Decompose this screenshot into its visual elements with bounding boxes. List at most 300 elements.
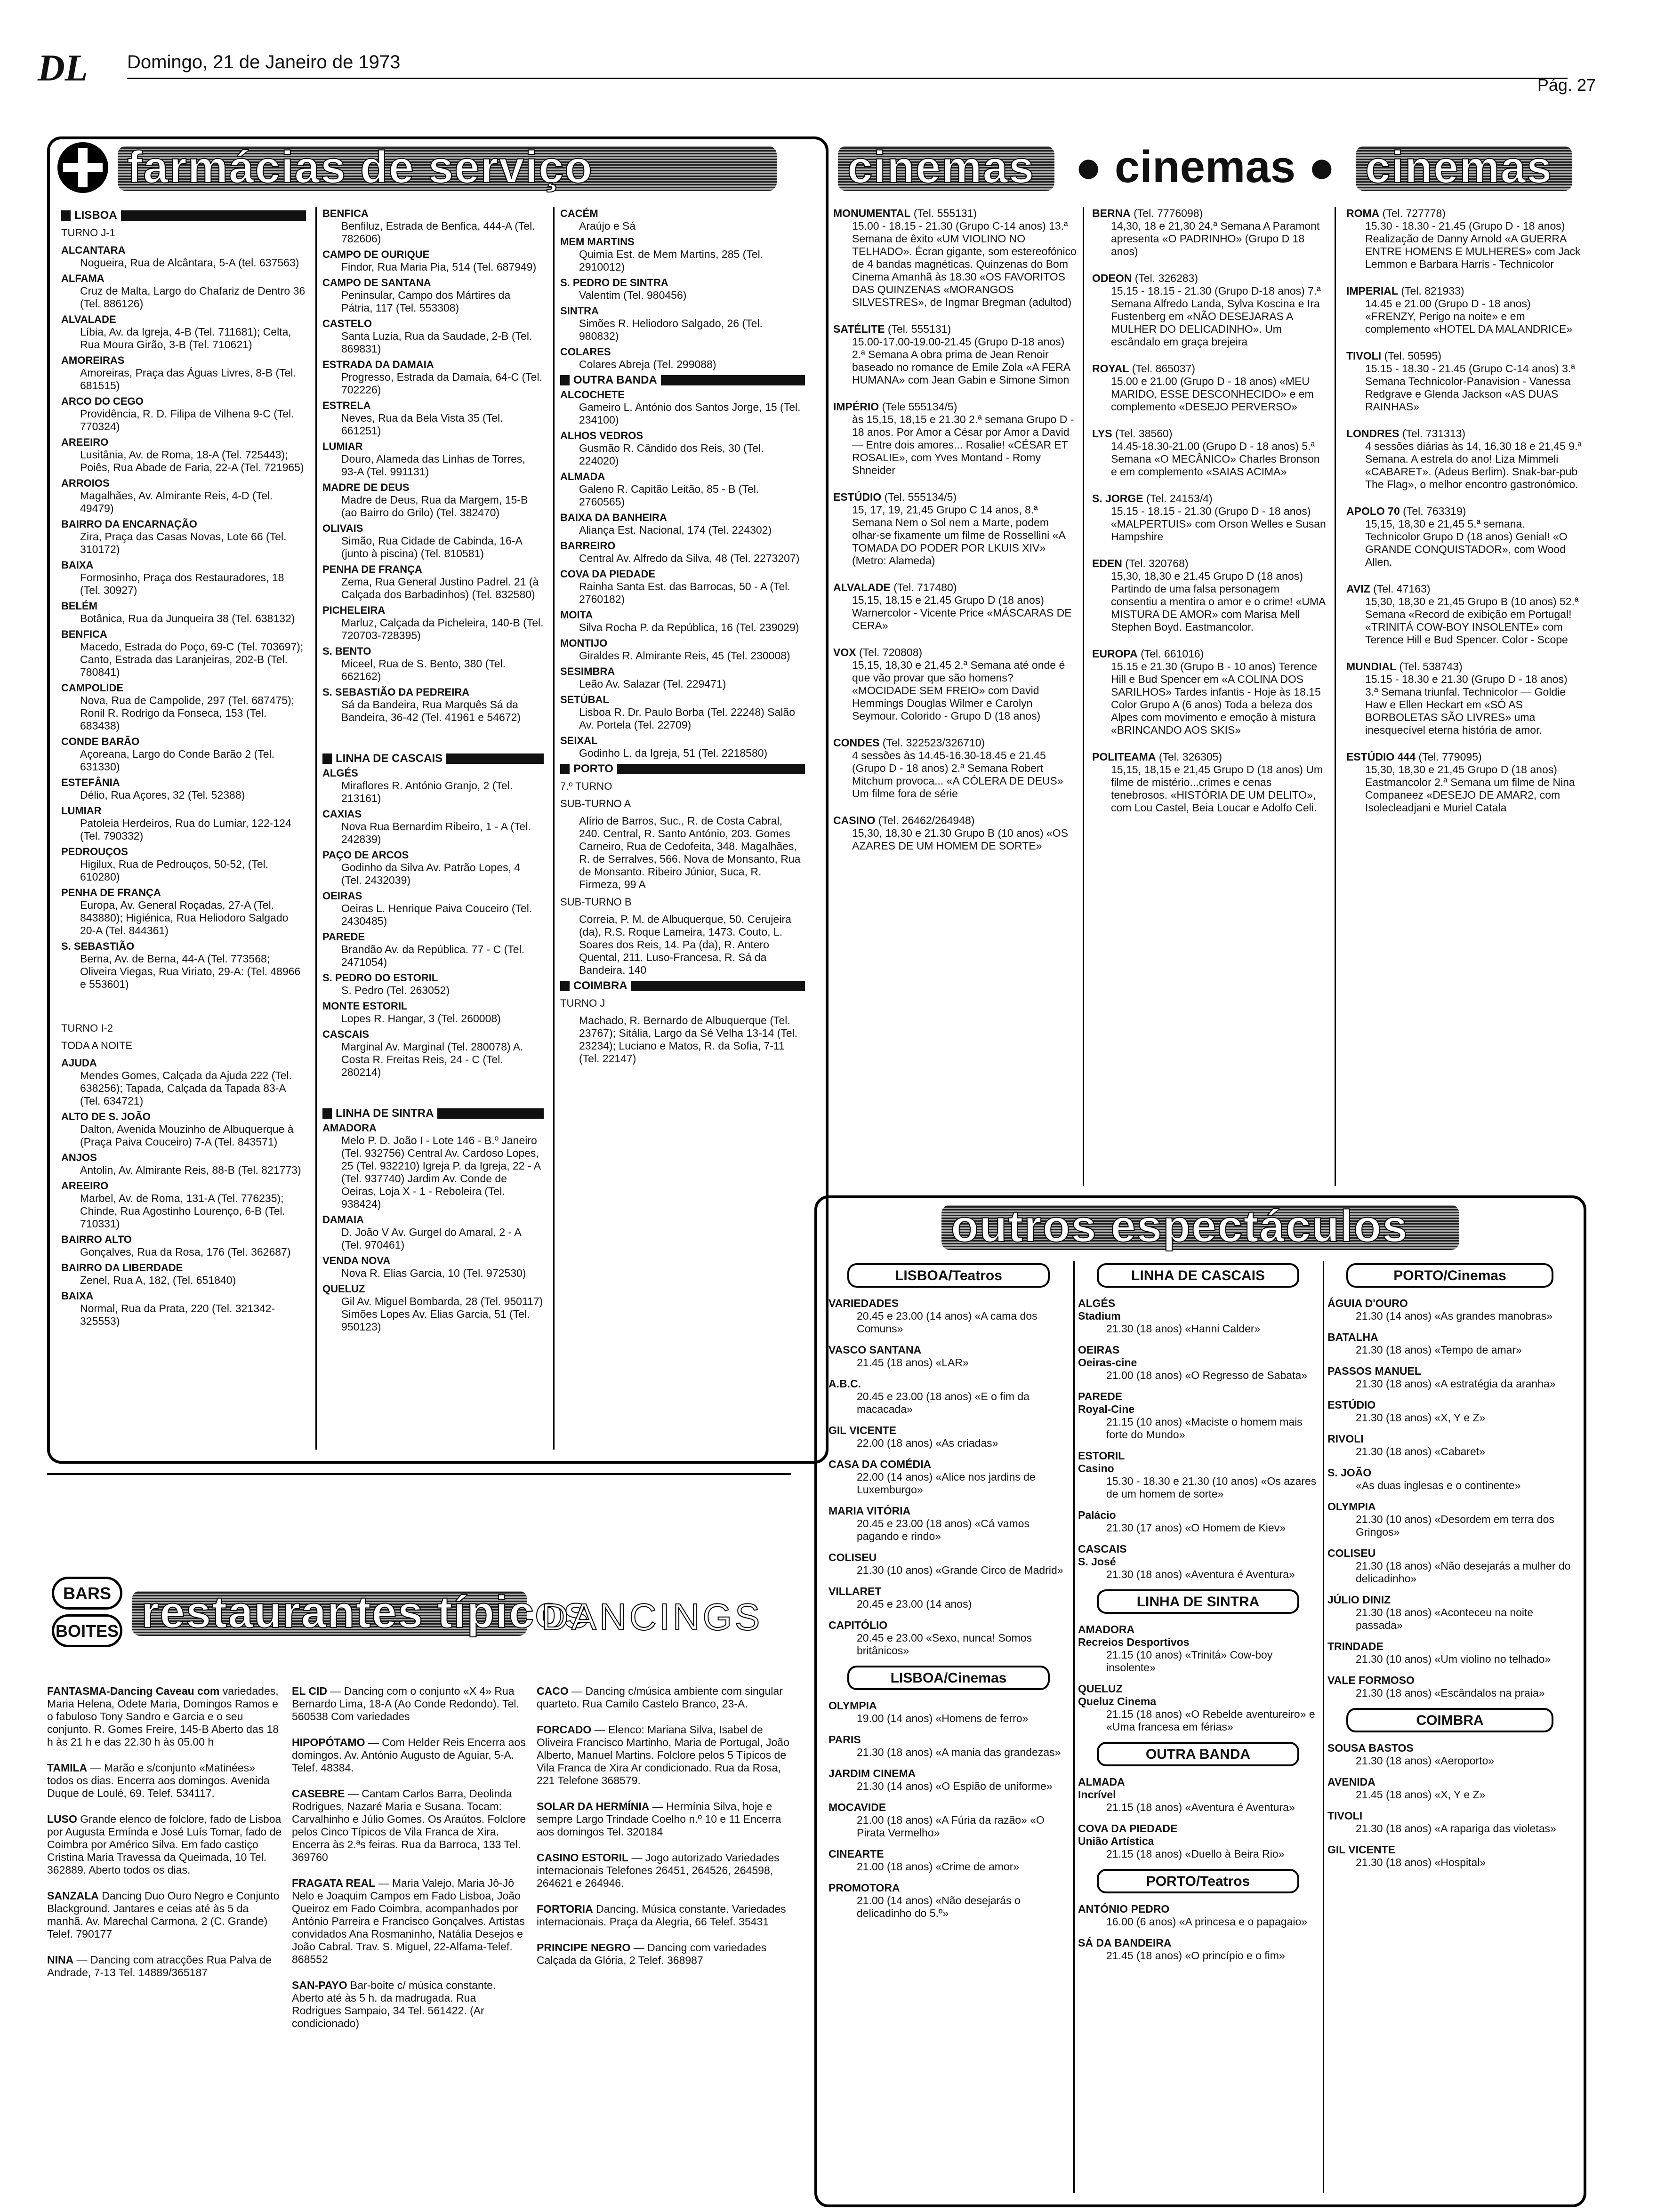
column-divider xyxy=(1073,1261,1075,2193)
venue-name: CASCAIS xyxy=(1078,1543,1127,1555)
restaurants-title: restaurantes típicos xyxy=(132,1591,527,1636)
pharmacy-entry: Nova Rua Bernardim Ribeiro, 1 - A (Tel. 242839) xyxy=(341,820,531,845)
cinema-name: AVIZ xyxy=(1346,583,1370,595)
outros-column-3 xyxy=(1327,1261,1572,1877)
pharmacy-entry: Cruz de Malta, Largo do Chafariz de Dentro 36 (Tel. 886126) xyxy=(80,285,306,310)
venue-name: SOUSA BASTOS xyxy=(1327,1742,1414,1754)
district-name: BENFICA xyxy=(61,628,107,640)
heading-bar xyxy=(437,1108,544,1119)
cinema-details: 15,15, 18,15 e 21,45 Grupo D (18 anos) Warnercolor - Vicente Price «MÁSCARAS DE CERA» xyxy=(852,594,1072,632)
cinema-phone: (Tel. 322523/326710) xyxy=(882,737,985,749)
cinema-details: 4 sessões às 14.45-16.30-18.45 e 21.45 (Grupo D - 18 anos) 2.ª Semana Robert Mitchum provoca... «A CÓLERA DE DEUS» Um filme fora de série xyxy=(852,749,1063,800)
venue-name: ESTÚDIO xyxy=(1327,1399,1376,1411)
venue-ad-name: SOLAR DA HERMÍNIA xyxy=(537,1800,650,1812)
pharmacies-column-3 xyxy=(560,207,805,1068)
venue-listing xyxy=(1327,1365,1572,1390)
district-name: PENHA DE FRANÇA xyxy=(61,887,161,898)
district-name: S. PEDRO DE SINTRA xyxy=(560,277,668,289)
district-name: ARCO DO CEGO xyxy=(61,395,144,407)
pharmacy-entry: Zira, Praça das Casas Novas, Lote 66 (Tel. 310172) xyxy=(80,530,287,555)
district-name: ALTO DE S. JOÃO xyxy=(61,1111,151,1122)
cinema-name: S. JORGE xyxy=(1092,492,1143,505)
cinema-listing xyxy=(1092,557,1327,633)
venue-details: 21.30 (18 anos) «Hospital» xyxy=(1356,1856,1486,1868)
venue-name: ALGÉS xyxy=(1078,1297,1116,1309)
pharmacies-title: farmácias de serviço xyxy=(118,146,777,191)
venue-listing xyxy=(1078,1623,1318,1674)
venue-listing xyxy=(1327,1399,1572,1424)
venue-ad xyxy=(537,1800,791,1838)
venue-ad-name: PRINCIPE NEGRO xyxy=(537,1941,631,1954)
outros-column-1 xyxy=(828,1261,1069,1928)
district-name: CONDE BARÃO xyxy=(61,736,140,747)
venue-ad-name: HIPOPÓTAMO xyxy=(292,1736,365,1748)
pharmacy-entry: Marbel, Av. de Roma, 131-A (Tel. 776235); Chinde, Rua Agostinho Lourenço, 6-B (Tel. 710331) xyxy=(80,1192,285,1230)
cinema-listing xyxy=(833,646,1078,722)
venue-name: OEIRAS xyxy=(1078,1344,1120,1356)
bars-badge: BARS xyxy=(52,1577,122,1610)
pharmacy-entry: Giraldes R. Almirante Reis, 45 (Tel. 230008) xyxy=(579,649,790,662)
venue-details: 21.30 (18 anos) «A mania das grandezas» xyxy=(857,1746,1061,1758)
pharmacy-entry: Araújo e Sá xyxy=(579,220,636,232)
venue-listing xyxy=(1327,1547,1572,1585)
venue-listing xyxy=(1078,1937,1318,1962)
venue-ad-text: — Marão e s/conjunto «Matinées» todos os dias. Encerra aos domingos. Avenida Duque de Loulé, 69. Telef. 534117. xyxy=(47,1762,270,1799)
cinema-name: ALVALADE xyxy=(833,581,891,593)
venue-subname: Oeiras-cine xyxy=(1078,1356,1137,1369)
cinema-phone: (Tel. 24153/4) xyxy=(1146,492,1213,505)
district-name: BELÉM xyxy=(61,600,97,612)
cinema-details: 15.00 - 18.15 - 21.30 (Grupo C-14 anos) 13.ª Semana de êxito «UM VIOLINO NO TELHADO». Écran gigante, som estereofónico de 4 bandas magnéticas. Quinzenas do Bom Cinema Amanhã às 18.30 «OS FAVORITOS DAS QUINZENAS «MORANGOS SILVESTRES», de Ingmar Bregman (adultod) xyxy=(852,220,1077,308)
district-name: MEM MARTINS xyxy=(560,236,635,248)
venue-details: 20.45 e 23.00 «Sexo, nunca! Somos britânicos» xyxy=(857,1632,1032,1657)
venue-details: 21.15 (10 anos) «Trinitá» Cow-boy insolente» xyxy=(1106,1649,1273,1674)
cinema-name: MUNDIAL xyxy=(1346,660,1397,673)
district-name: PENHA DE FRANÇA xyxy=(322,563,422,575)
pharmacy-cross-icon xyxy=(56,141,109,194)
venue-listing xyxy=(828,1733,1069,1759)
venue-ad xyxy=(47,1954,282,1979)
pharmacy-entry: Leão Av. Salazar (Tel. 229471) xyxy=(579,678,726,690)
venue-name: SÁ DA BANDEIRA xyxy=(1078,1937,1172,1949)
outros-column-2 xyxy=(1078,1261,1318,1971)
venue-details: 21.30 (18 anos) «Não desejarás a mulher do delicadinho» xyxy=(1356,1560,1571,1585)
heading-bar xyxy=(631,981,805,991)
venue-details: 21.30 (18 anos) «Aconteceu na noite passada» xyxy=(1356,1606,1534,1631)
venue-subname: Stadium xyxy=(1078,1310,1121,1322)
page-number: Pág. 27 xyxy=(1537,75,1596,95)
cinema-header xyxy=(1346,427,1582,440)
cinema-header xyxy=(833,814,1078,827)
cinema-details: 15.30 - 18.30 - 21.45 (Grupo D - 18 anos) Realização de Danny Arnold «A GUERRA ENTRE HOMENS E MULHERES» com Jack Lemmon e Barbara Harris - Technicolor xyxy=(1365,220,1581,270)
district-name: BAIRRO ALTO xyxy=(61,1234,132,1245)
district-name: BAIRRO DA ENCARNAÇÃO xyxy=(61,518,197,530)
venue-ad xyxy=(47,1762,282,1800)
pharmacy-entry: Silva Rocha P. da República, 16 (Tel. 239029) xyxy=(579,621,799,633)
cinema-header xyxy=(833,207,1078,220)
heading-bar xyxy=(121,210,306,221)
cinema-phone: (Tel. 717480) xyxy=(893,581,957,593)
venue-details: 21.45 (18 anos) «O princípio e o fim» xyxy=(1106,1949,1285,1962)
heading-bar xyxy=(446,753,544,764)
venue-ad xyxy=(537,1851,791,1890)
column-divider xyxy=(1083,207,1084,1186)
heading-bar xyxy=(322,1108,332,1119)
boites-badge: BOITES xyxy=(52,1614,122,1647)
venue-ad-name: FORTORIA xyxy=(537,1903,593,1915)
header-rule xyxy=(127,78,1568,79)
shift-label: TURNO J xyxy=(560,997,605,1009)
district-name: VENDA NOVA xyxy=(322,1255,391,1266)
cinema-header xyxy=(1092,751,1327,763)
cinema-name: ODEON xyxy=(1092,272,1132,284)
venue-ad-text: — Dancing c/música ambiente com singular quarteto. Rua Camilo Castelo Branco, 23-A. xyxy=(537,1685,783,1710)
column-divider xyxy=(1323,1261,1324,2193)
cinema-phone: (Tel. 661016) xyxy=(1141,648,1204,660)
venue-name: OLYMPIA xyxy=(1327,1500,1376,1513)
pharmacy-entry: Aliança Est. Nacional, 174 (Tel. 224302) xyxy=(579,524,772,536)
cinema-header xyxy=(1346,350,1582,362)
venue-ad-text: Dancing. Música constante. Variedades internacionais. Praça da Alegria, 66 Telef. 35431 xyxy=(537,1903,786,1928)
venue-listing xyxy=(828,1882,1069,1920)
pharmacy-entry: Zenel, Rua A, 182, (Tel. 651840) xyxy=(80,1274,236,1286)
venue-name: MARIA VITÓRIA xyxy=(828,1505,911,1517)
district-name: ESTRADA DA DAMAIA xyxy=(322,359,434,370)
cinema-header xyxy=(1092,207,1327,220)
venue-name: VARIEDADES xyxy=(828,1297,899,1309)
heading-bar xyxy=(661,375,805,385)
pharmacy-entry: Douro, Alameda das Linhas de Torres, 93-A (Tel. 991131) xyxy=(341,453,525,478)
cinema-name: BERNA xyxy=(1092,207,1131,219)
cinema-listing xyxy=(1092,207,1327,258)
pharmacy-entry: Sá da Bandeira, Rua Marquês Sá da Bandeira, 36-42 (Tel. 41961 e 54672) xyxy=(341,698,521,723)
cinema-listing xyxy=(1346,751,1582,814)
column-divider xyxy=(1335,207,1336,1186)
venue-details: 21.30 (18 anos) «Aeroporto» xyxy=(1356,1755,1495,1767)
venue-ad-text: — Dancing com o conjunto «X 4» Rua Bernardo Lima, 18-A (Ao Conde Redondo). Tel. 560538 Com variedades xyxy=(292,1685,519,1723)
pharmacy-entry: Nova R. Elias Garcia, 10 (Tel. 972530) xyxy=(341,1267,526,1279)
venue-listing xyxy=(1327,1776,1572,1801)
pharmacy-entry: Findor, Rua Maria Pia, 514 (Tel. 687949) xyxy=(341,261,537,273)
pharmacy-entry: Normal, Rua da Prata, 220 (Tel. 321342-325553) xyxy=(80,1302,275,1327)
venue-listing xyxy=(1327,1640,1572,1666)
venue-listing xyxy=(1078,1390,1318,1441)
venue-details: 20.45 e 23.00 (18 anos) «E o fim da macacada» xyxy=(857,1390,1030,1415)
venue-ad-text: — Dancing com atracções Rua Palva de Andrade, 7-13 Tel. 14889/365187 xyxy=(47,1954,272,1979)
district-name: CAXIAS xyxy=(322,808,362,820)
cinema-name: IMPÉRIO xyxy=(833,401,879,413)
pharmacy-entry: Formosinho, Praça dos Restauradores, 18 (Tel. 30927) xyxy=(80,571,284,596)
cinema-name: EUROPA xyxy=(1092,648,1138,660)
district-name: MONTIJO xyxy=(560,637,608,649)
cinema-details: 15,30, 18,30 e 21.30 Grupo B (10 anos) «OS AZARES DE UM HOMEM DE SORTE» xyxy=(852,827,1069,852)
region-heading xyxy=(560,979,805,992)
venue-details: «As duas inglesas e o continente» xyxy=(1356,1479,1521,1491)
cinema-name: ROMA xyxy=(1346,207,1380,219)
cinemas-title-right: cinemas xyxy=(1356,146,1572,191)
section-pill: PORTO/Cinemas xyxy=(1346,1263,1553,1288)
pharmacy-entry: Marginal Av. Marginal (Tel. 280078) A. Costa R. Freitas Reis, 24 - C (Tel. 280214) xyxy=(341,1041,523,1078)
venue-ad-text: — Elenco: Mariana Silva, Isabel de Oliveira Francisco Martinho, Maria de Portugal, João Alberto, Manuel Martins. Folclore pelos 5 Típicos de Vila Franca de Xira Ar condicionado. Rua da Rosa, 221 Telefone 368579. xyxy=(537,1723,789,1787)
cinema-name: LONDRES xyxy=(1346,427,1400,440)
venue-listing xyxy=(1327,1433,1572,1458)
column-divider xyxy=(315,207,317,1450)
venue-listing xyxy=(1327,1467,1572,1492)
outros-title: outros espectáculos xyxy=(941,1205,1459,1250)
region-heading-text: OUTRA BANDA xyxy=(573,374,657,386)
venue-details: 21.30 (17 anos) «O Homem de Kiev» xyxy=(1106,1522,1286,1534)
district-name: COVA DA PIEDADE xyxy=(560,568,656,580)
venue-listing xyxy=(1078,1903,1318,1928)
venue-name: AMADORA xyxy=(1078,1623,1135,1635)
region-heading xyxy=(61,209,306,222)
pharmacy-entry: Magalhães, Av. Almirante Reis, 4-D (Tel. 49479) xyxy=(80,489,273,514)
venue-details: 15.30 - 18.30 e 21.30 (10 anos) «Os azares de um homem de sorte» xyxy=(1106,1475,1317,1500)
district-name: S. SEBASTIÃO DA PEDREIRA xyxy=(322,686,470,698)
district-name: ANJOS xyxy=(61,1152,97,1163)
venue-details: 22.00 (14 anos) «Alice nos jardins de Luxemburgo» xyxy=(857,1471,1036,1496)
section-pill: LISBOA/Cinemas xyxy=(847,1666,1050,1690)
cinema-header xyxy=(1092,648,1327,660)
cinema-phone: (Tel. 538743) xyxy=(1399,660,1463,673)
pharmacy-entry: Machado, R. Bernardo de Albuquerque (Tel. 23767); Sitália, Largo da Sé Velha 13-14 (Tel. 23234); Luciano e Matos, R. da Sofia, 7-11 (Tel. 22147) xyxy=(579,1014,798,1065)
cinema-details: 15,15, 18,30 e 21,45 2.ª Semana até onde é que vão provar que são homens? «MOCIDADE SEM FREIO» com David Hemmings Douglas Wilmer e Carolyn Seymour. Colorido - Grupo D (18 anos) xyxy=(852,659,1065,722)
venue-name: CASA DA COMÉDIA xyxy=(828,1458,932,1470)
pharmacy-entry: Alírio de Barros, Suc., R. de Costa Cabral, 240. Central, R. Santo António, 203. Gomes Carneiro, Rua de Cedofeita, 348. Magalhães, R. de Serralves, 566. Nova de Monsanto, Rua de Monsanto. Ribeiro Júnior, Suca, R. Firmeza, 99 A xyxy=(579,815,801,890)
restaurants-column-1 xyxy=(47,1685,282,1992)
venue-ad-name: CACO xyxy=(537,1685,569,1697)
venue-details: 21.45 (18 anos) «X, Y e Z» xyxy=(1356,1788,1486,1801)
cinema-name: MONUMENTAL xyxy=(833,207,911,219)
district-name: SESIMBRA xyxy=(560,665,615,677)
venue-name: TRINDADE xyxy=(1327,1640,1384,1652)
cinema-phone: (Tel. 326305) xyxy=(1158,751,1223,763)
venue-details: 21.30 (14 anos) «O Espião de uniforme» xyxy=(857,1780,1053,1792)
district-name: CAMPO DE OURIQUE xyxy=(322,248,430,260)
pharmacy-entry: Godinho L. da Igreja, 51 (Tel. 2218580) xyxy=(579,747,768,759)
cinema-details: 15,15, 18,30 e 21,45 5.ª semana. Technicolor Grupo D (18 anos) Genial! «O GRANDE CONQUISTADOR», com Wood Allen. xyxy=(1365,518,1568,568)
venue-listing xyxy=(828,1344,1069,1369)
region-heading xyxy=(560,374,805,386)
venue-listing xyxy=(1078,1776,1318,1814)
cinema-details: 14.45 e 21.00 (Grupo D - 18 anos) «FRENZY, Perigo na noite» e em complemento «HOTEL DA MALANDRICE» xyxy=(1365,297,1573,335)
cinema-header xyxy=(833,401,1078,413)
cinema-listing xyxy=(1346,583,1582,646)
pharmacy-entry: Colares Abreja (Tel. 299088) xyxy=(579,358,716,370)
pharmacy-entry: Simões R. Heliodoro Salgado, 26 (Tel. 980832) xyxy=(579,317,763,342)
venue-name: CINEARTE xyxy=(828,1848,884,1860)
district-name: BAIXA DA BANHEIRA xyxy=(560,512,667,523)
cinema-details: 14,30, 18 e 21,30 24.ª Semana A Paramont apresenta «O PADRINHO» (Grupo D 18 anos) xyxy=(1111,220,1320,257)
venue-subname: União Artística xyxy=(1078,1835,1154,1847)
cinema-details: 15.00 e 21.00 (Grupo D - 18 anos) «MEU MARIDO, ESSE DESCONHECIDO» e em complemento «DESEJO PERVERSO» xyxy=(1111,375,1314,413)
venue-ad-name: LUSO xyxy=(47,1813,77,1825)
cinema-header xyxy=(1092,427,1327,440)
venue-listing xyxy=(1327,1331,1572,1356)
pharmacy-entry: Santa Luzia, Rua da Saudade, 2-B (Tel. 869831) xyxy=(341,330,532,355)
district-name: ALCANTARA xyxy=(61,244,126,256)
pharmacy-entry: Gonçalves, Rua da Rosa, 176 (Tel. 362687) xyxy=(80,1246,291,1258)
cinema-details: 15, 17, 19, 21,45 Grupo C 14 anos, 8.ª Semana Nem o Sol nem a Marte, podem olhar-se fixamente um filme de Rossellini «A TOMADA DO PODER POR LKUIS XIV» (Metro: Alameda) xyxy=(852,504,1065,567)
cinema-listing xyxy=(1346,427,1582,491)
cinema-listing xyxy=(833,491,1078,567)
venue-listing xyxy=(1327,1843,1572,1869)
pharmacy-entry: Galeno R. Capitão Leitão, 85 - B (Tel. 2760565) xyxy=(579,483,759,508)
newspaper-logo: DL xyxy=(38,48,88,89)
cinema-phone: (Tel. 763319) xyxy=(1403,505,1466,517)
venue-ad xyxy=(47,1685,282,1748)
cinema-listing xyxy=(1092,648,1327,737)
cinema-phone: (Tel. 865037) xyxy=(1132,362,1196,375)
venue-name: RIVOLI xyxy=(1327,1433,1364,1445)
cinemas-column-1 xyxy=(833,207,1078,866)
cinema-header xyxy=(1346,583,1582,595)
venue-name: PAREDE xyxy=(1078,1390,1123,1403)
region-heading-text: LISBOA xyxy=(74,209,117,222)
cinema-name: CASINO xyxy=(833,814,876,826)
district-name: BENFICA xyxy=(322,208,369,219)
cinema-name: ROYAL xyxy=(1092,362,1129,375)
venue-name: OLYMPIA xyxy=(828,1699,877,1712)
venue-name: VASCO SANTANA xyxy=(828,1344,922,1356)
venue-subname: Royal-Cine xyxy=(1078,1403,1135,1415)
venue-details: 21.30 (18 anos) «A estratégia da aranha» xyxy=(1356,1378,1556,1390)
pharmacy-entry: Peninsular, Campo dos Mártires da Pátria, 117 (Tel. 553308) xyxy=(341,289,511,314)
venue-details: 21.00 (18 anos) «A Fúria da razão» «O Pirata Vermelho» xyxy=(857,1814,1045,1839)
venue-name: PARIS xyxy=(828,1733,861,1746)
cinema-phone: (Tele 555134/5) xyxy=(882,401,957,413)
venue-listing xyxy=(828,1848,1069,1873)
venue-details: 21.00 (14 anos) «Não desejarás o delicadinho do 5.º» xyxy=(857,1894,1021,1919)
pharmacy-entry: Melo P. D. João I - Lote 146 - B.º Janeiro (Tel. 932756) Central Av. Cardoso Lopes, 25 (Tel. 932210) Igreja P. da Igreja, 22 - A (Tel. 937740) Jardim Av. Conde de Oeiras, Loja X - 1 - Reboleira (Tel. 938424) xyxy=(341,1134,540,1210)
pharmacy-entry: Progresso, Estrada da Damaia, 64-C (Tel. 702226) xyxy=(341,371,542,396)
shift-label: 7.º TURNO xyxy=(560,780,612,792)
venue-subname: Incrível xyxy=(1078,1788,1116,1801)
venue-listing xyxy=(828,1619,1069,1657)
district-name: S. SEBASTIÃO xyxy=(61,940,135,952)
venue-name: BATALHA xyxy=(1327,1331,1378,1343)
cinema-header xyxy=(833,323,1078,336)
venue-ad-name: EL CID xyxy=(292,1685,327,1697)
cinemas-column-2 xyxy=(1092,207,1327,828)
district-name: SEIXAL xyxy=(560,735,598,746)
pharmacy-entry: Mendes Gomes, Calçada da Ajuda 222 (Tel. 638256); Tapada, Calçada da Tapada 83-A (Tel. 634721) xyxy=(80,1069,292,1107)
venue-listing xyxy=(1078,1822,1318,1860)
venue-details: 21.15 (10 anos) «Maciste o homem mais forte do Mundo» xyxy=(1106,1416,1303,1441)
cinema-listing xyxy=(1092,492,1327,543)
shift-label: SUB-TURNO B xyxy=(560,896,632,908)
region-heading xyxy=(322,752,544,765)
cinema-name: CONDES xyxy=(833,737,880,749)
section-pill: LINHA DE SINTRA xyxy=(1097,1589,1299,1614)
venue-name: VILLARET xyxy=(828,1585,882,1597)
venue-listing xyxy=(1327,1500,1572,1539)
venue-ad xyxy=(292,1979,527,2030)
venue-ad xyxy=(292,1685,527,1723)
restaurants-column-2 xyxy=(292,1685,527,2043)
venue-ad-name: FANTASMA-Dancing Caveau com xyxy=(47,1685,220,1697)
venue-ad-text: Grande elenco de folclore, fado de Lisboa por Augusta Ermínda e José Luís Tomar, fado de Coimbra por Américo Silva. Em fado castiço Cristina Maria Travessa da Queimada, 10 Tel. 362889. Aberto todos os dias. xyxy=(47,1813,282,1876)
venue-ad-text: Dancing Duo Ouro Negro e Conjunto Blackground. Jantares e ceias até às 5 da manhã. Av. Marechal Carmona, 2 (C. Grande) Telef. 790177 xyxy=(47,1890,280,1940)
venue-details: 21.30 (14 anos) «As grandes manobras» xyxy=(1356,1310,1553,1322)
venue-details: 21.30 (18 anos) «Escândalos na praia» xyxy=(1356,1687,1545,1699)
cinema-header xyxy=(1346,285,1582,297)
district-name: AREEIRO xyxy=(61,436,109,448)
venue-details: 19.00 (14 anos) «Homens de ferro» xyxy=(857,1712,1029,1724)
section-pill: PORTO/Teatros xyxy=(1097,1869,1299,1893)
venue-listing xyxy=(1078,1509,1318,1534)
district-name: MOITA xyxy=(560,609,593,621)
venue-ad-text: — Dancing com variedades Calçada da Glória, 2 Telef. 368987 xyxy=(537,1941,767,1966)
cinemas-title-center-text: cinemas xyxy=(1114,142,1296,192)
venue-ad xyxy=(292,1736,527,1774)
heading-bar xyxy=(61,210,71,221)
pharmacy-entry: Miraflores R. António Granjo, 2 (Tel. 213161) xyxy=(341,779,513,804)
pharmacy-entry: S. Pedro (Tel. 263052) xyxy=(341,984,450,996)
district-name: LUMIAR xyxy=(61,805,102,817)
pharmacy-entry: Neves, Rua da Bela Vista 35 (Tel. 661251) xyxy=(341,412,503,437)
pharmacy-entry: Açoreana, Largo do Conde Barão 2 (Tel. 631330) xyxy=(80,748,274,773)
venue-name: Palácio xyxy=(1078,1509,1116,1521)
district-name: BAIXA xyxy=(61,559,94,571)
venue-ad-name: FORCADO xyxy=(537,1723,592,1736)
cinema-phone: (Tel. 326283) xyxy=(1134,272,1198,284)
pharmacy-entry: Central Av. Alfredo da Silva, 48 (Tel. 2273207) xyxy=(579,552,800,564)
venue-name: S. JOÃO xyxy=(1327,1467,1372,1479)
cinema-header xyxy=(1346,751,1582,763)
venue-name: COLISEU xyxy=(1327,1547,1376,1559)
pharmacy-entry: Patoleia Herdeiros, Rua do Lumiar, 122-124 (Tel. 790332) xyxy=(80,817,291,842)
shift-label: TURNO I-2 xyxy=(61,1022,113,1034)
district-name: AREEIRO xyxy=(61,1180,109,1192)
venue-ad xyxy=(537,1723,791,1787)
venue-ad xyxy=(292,1877,527,1966)
cinema-listing xyxy=(1346,350,1582,413)
pharmacy-entry: Botânica, Rua da Junqueira 38 (Tel. 638132) xyxy=(80,612,295,625)
pharmacy-entry: Valentim (Tel. 980456) xyxy=(579,289,687,301)
venue-details: 21.15 (18 anos) «O Rebelde aventureiro» e «Uma francesa em férias» xyxy=(1106,1708,1315,1733)
venue-name: PROMOTORA xyxy=(828,1882,900,1894)
region-heading xyxy=(560,762,805,775)
district-name: MONTE ESTORIL xyxy=(322,1000,408,1012)
pharmacy-entry: Lopes R. Hangar, 3 (Tel. 260008) xyxy=(341,1012,501,1025)
pharmacy-entry: Higilux, Rua de Pedrouços, 50-52, (Tel. 610280) xyxy=(80,858,269,883)
venue-name: AVENIDA xyxy=(1327,1776,1375,1788)
pharmacy-entry: Europa, Av. General Roçadas, 27-A (Tel. 843880); Higiénica, Rua Heliodoro Salgado 20-A (Tel. 844361) xyxy=(80,899,289,937)
cinema-name: SATÉLITE xyxy=(833,323,885,335)
venue-ad-text: — Jogo autorizado Variedades internacionais Telefones 26451, 264526, 264598, 264621 e 264946. xyxy=(537,1851,780,1889)
district-name: MADRE DE DEUS xyxy=(322,481,410,493)
venue-listing xyxy=(828,1585,1069,1611)
pharmacy-entry: Simão, Rua Cidade de Cabinda, 16-A (junto à piscina) (Tel. 810581) xyxy=(341,535,522,560)
issue-date: Domingo, 21 de Janeiro de 1973 xyxy=(127,52,401,72)
venue-listing xyxy=(828,1505,1069,1543)
district-name: DAMAIA xyxy=(322,1214,364,1226)
venue-listing xyxy=(1327,1297,1572,1322)
venue-ad xyxy=(537,1941,791,1967)
pharmacy-entry: Providência, R. D. Filipa de Vilhena 9-C (Tel. 770324) xyxy=(80,408,294,433)
cinema-header xyxy=(833,491,1078,504)
region-heading-text: LINHA DE SINTRA xyxy=(336,1107,434,1120)
district-name: ESTEFÂNIA xyxy=(61,777,120,788)
cinema-phone: (Tel. 555131) xyxy=(913,207,977,219)
cinema-details: 15.15 - 18.15 - 21.30 (Grupo D-18 anos) 7.ª Semana Alfredo Landa, Sylva Koscina e Ira Fustenberg em «NÃO DESEJARAS A MULHER DO DELICADINHO». Um escândalo em graça brejeira xyxy=(1111,285,1321,348)
district-name: CASTELO xyxy=(322,318,372,329)
pharmacy-entry: Macedo, Estrada do Poço, 69-C (Tel. 703697); Canto, Estrada das Laranjeiras, 202-B (Tel. 780841) xyxy=(80,641,304,678)
cinema-phone: (Tel. 731313) xyxy=(1402,427,1466,440)
cinema-header xyxy=(1092,492,1327,505)
venue-listing xyxy=(828,1458,1069,1496)
